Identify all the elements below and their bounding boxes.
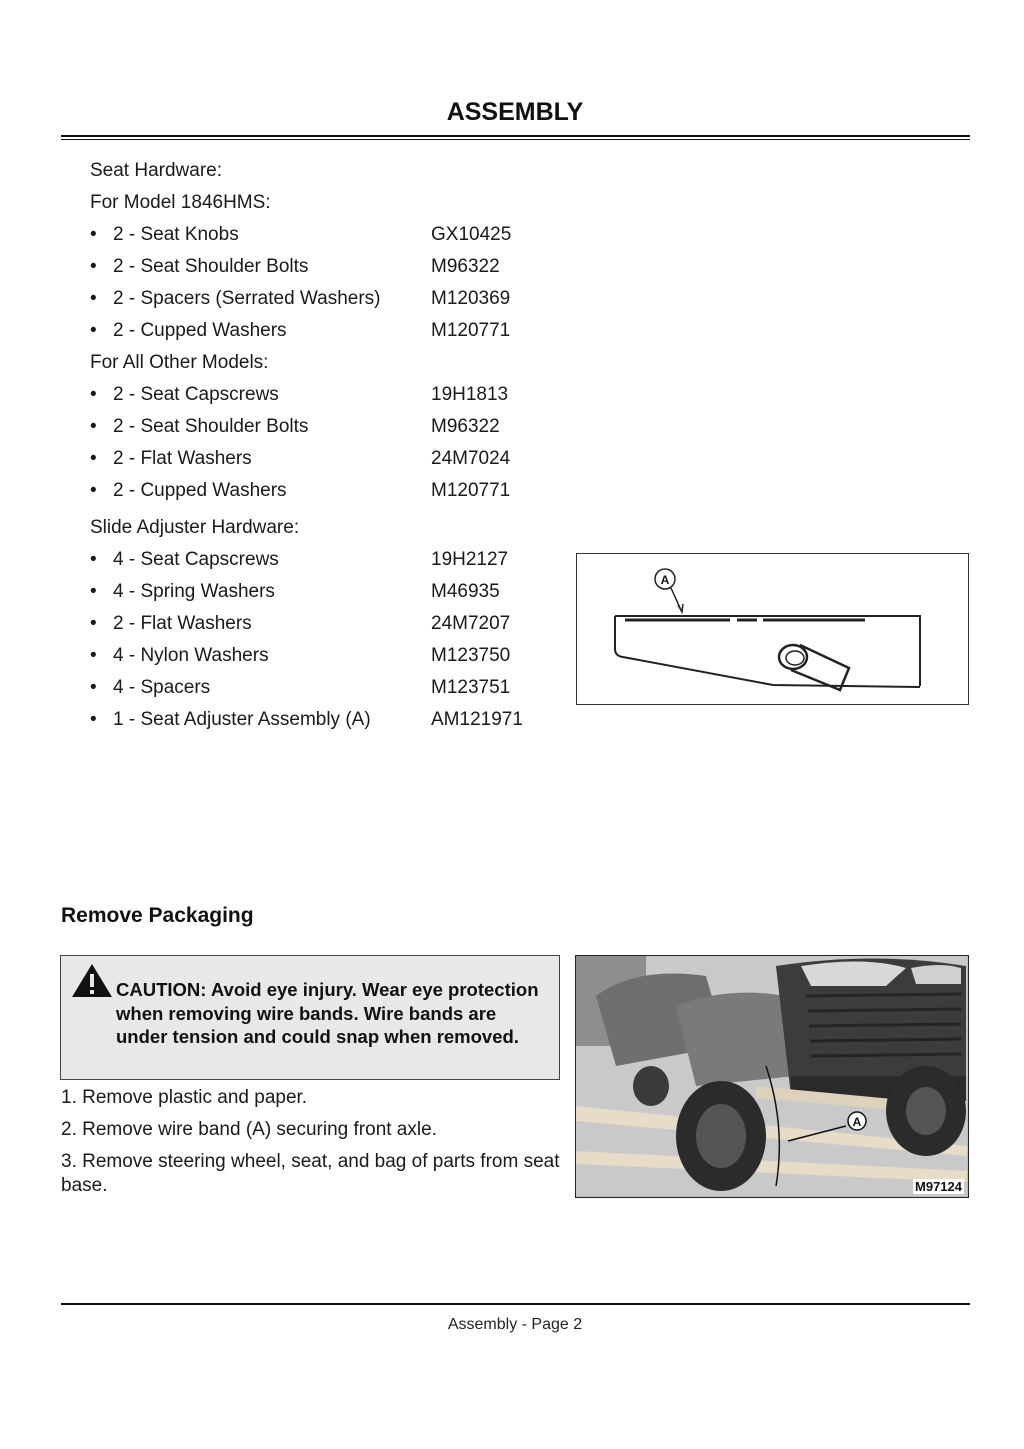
slide-adjuster-heading: Slide Adjuster Hardware:	[90, 517, 300, 538]
part-number: M120771	[431, 320, 511, 341]
hardware-item-label: 2 - Seat Knobs	[113, 224, 239, 245]
part-number: M123751	[431, 677, 511, 698]
hardware-item-label: 2 - Spacers (Serrated Washers)	[113, 288, 381, 309]
instruction-step: 1. Remove plastic and paper.	[61, 1087, 308, 1108]
part-number: M96322	[431, 256, 500, 277]
bullet: •	[90, 320, 97, 341]
seat-adjuster-drawing	[577, 554, 967, 703]
hardware-item-label: 4 - Nylon Washers	[113, 645, 269, 666]
bullet: •	[90, 288, 97, 309]
hardware-item-label: 4 - Seat Capscrews	[113, 549, 279, 570]
tractor-on-pallet-image	[576, 956, 967, 1196]
caution-text: CAUTION: Avoid eye injury. Wear eye protection when removing wire bands. Wire bands are under tension and could snap when removed.	[116, 979, 539, 1047]
footer-rule	[61, 1303, 970, 1305]
model-1846hms-heading: For Model 1846HMS:	[90, 192, 271, 213]
photo-callout: A	[852, 1115, 862, 1129]
part-number: 24M7207	[431, 613, 511, 634]
instruction-step: 2. Remove wire band (A) securing front axle.	[61, 1119, 437, 1140]
bullet: •	[90, 549, 97, 570]
part-number: M123750	[431, 645, 511, 666]
part-number: M120369	[431, 288, 511, 309]
caution-box	[60, 955, 560, 1080]
hardware-item-label: 1 - Seat Adjuster Assembly (A)	[113, 709, 371, 730]
seat-adjuster-figure	[576, 553, 969, 705]
part-number: 19H1813	[431, 384, 509, 405]
part-number: GX10425	[431, 224, 512, 245]
other-models-heading: For All Other Models:	[90, 352, 269, 373]
part-number: M120771	[431, 480, 511, 501]
instruction-step: 3. Remove steering wheel, seat, and bag of parts from seat base.	[61, 1151, 560, 1196]
hardware-item-label: 2 - Seat Shoulder Bolts	[113, 256, 309, 277]
bullet: •	[90, 384, 97, 405]
tractor-photo	[575, 955, 969, 1198]
bullet: •	[90, 256, 97, 277]
bullet: •	[90, 581, 97, 602]
title-rule	[61, 135, 970, 137]
bullet: •	[90, 613, 97, 634]
hardware-item-label: 2 - Cupped Washers	[113, 480, 287, 501]
seat-hardware-heading: Seat Hardware:	[90, 160, 223, 181]
hardware-item-label: 2 - Flat Washers	[113, 613, 252, 634]
bullet: •	[90, 645, 97, 666]
hardware-item-label: 2 - Seat Capscrews	[113, 384, 279, 405]
hardware-item-label: 4 - Spring Washers	[113, 581, 275, 602]
section-title: Remove Packaging	[61, 904, 254, 927]
title-rule-thin	[61, 139, 970, 140]
bullet: •	[90, 480, 97, 501]
figure-callout: A	[660, 573, 670, 587]
figure-id: M97124	[915, 1179, 962, 1194]
page-title: ASSEMBLY	[446, 98, 584, 126]
part-number: AM121971	[431, 709, 523, 730]
hardware-item-label: 2 - Seat Shoulder Bolts	[113, 416, 309, 437]
bullet: •	[90, 416, 97, 437]
hardware-item-label: 2 - Flat Washers	[113, 448, 252, 469]
bullet: •	[90, 677, 97, 698]
part-number: 24M7024	[431, 448, 511, 469]
bullet: •	[90, 448, 97, 469]
bullet: •	[90, 224, 97, 245]
part-number: M96322	[431, 416, 500, 437]
hardware-item-label: 4 - Spacers	[113, 677, 211, 698]
page-footer: Assembly - Page 2	[447, 1316, 583, 1333]
part-number: M46935	[431, 581, 500, 602]
hardware-item-label: 2 - Cupped Washers	[113, 320, 287, 341]
bullet: •	[90, 709, 97, 730]
part-number: 19H2127	[431, 549, 509, 570]
warning-triangle-icon	[70, 962, 114, 1000]
